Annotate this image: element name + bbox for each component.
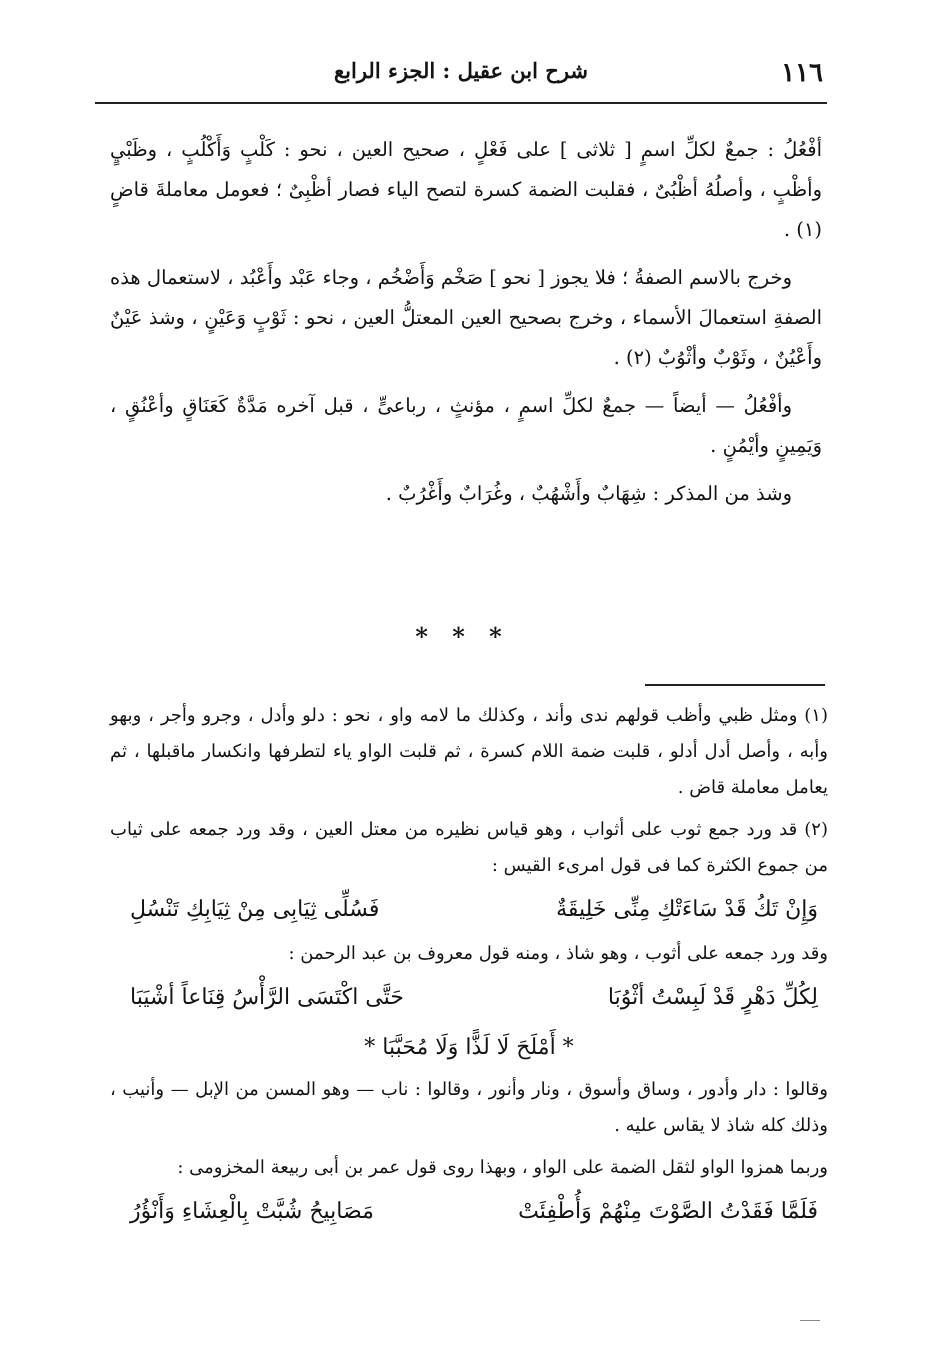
main-text bbox=[110, 130, 822, 522]
verse-maruf-third-line: * أَمْلَحَ لَا لَذًّا وَلَا مُحَبَّبَا * bbox=[364, 1035, 574, 1060]
paragraph-exclusions: وخرج بالاسم الصفةُ ؛ فلا يجوز [ نحو ] صَخْم وَأَضْخُم ، وجاء عَبْد وأَعْبُد ، لاستعمال هذه الصفةِ استعمالَ الأسماء ، وخرج بصحيح العين المعتلُّ العين ، نحو : ثَوْبٍ وَعَيْنٍ ، وشذ عَيْنٌ وأَعْيُنٌ ، وثَوْبٌ وأثْوُبٌ (٢) . bbox=[109, 266, 822, 369]
verse-hemistich-second: فَسُلِّى ثِيَابِى مِنْ ثِيَابِكِ تَنْسُلِ bbox=[130, 897, 380, 922]
verse-hemistich-second: مَصَابِيحُ شُبَّتْ بِالْعِشَاءِ وَأَنْؤُرُ bbox=[130, 1199, 374, 1224]
running-title: شرح ابن عقيل : الجزء الرابع bbox=[333, 58, 589, 83]
verse-hemistich-first: فَلَمَّا فَقَدْتُ الصَّوْتَ مِنْهُمْ وَأُطْفِئَتْ bbox=[518, 1199, 818, 1224]
footnote-divider bbox=[645, 684, 825, 686]
verse-hemistich-first: وَإِنْ تَكُ قَدْ سَاءَتْكِ مِنِّى خَلِيقَةٌ bbox=[556, 897, 818, 922]
footnote-1: (١) ومثل ظبي وأظب قولهم ندى وأند ، وكذلك ما لامه واو ، نحو : دلو وأدل ، وجرو وأجر ، وبهو وأبه ، وأصل أدل أدلو ، قلبت ضمة اللام كسرة ، ثم قلبت الواو ياء لتطرفها وانكسار ماقبلها ، ثم يعامل معاملة قاض . bbox=[110, 705, 828, 798]
header-divider bbox=[95, 102, 827, 104]
verse-hemistich-first: لِكُلِّ دَهْرٍ قَدْ لَبِسْتُ أثْوُبَا bbox=[607, 985, 818, 1010]
paragraph-feminine-quadrilateral: وأفْعُلُ — أيضاً — جمعٌ لكلِّ اسمٍ ، مؤنثٍ ، رباعىٍّ ، قبل آخره مَدَّةٌ كَعَنَاقٍ وأعْنُقٍ ، وَيَمِينٍ وأيْمُنٍ . bbox=[110, 394, 822, 457]
verse-umar-ibn-abi-rabia bbox=[110, 1186, 828, 1238]
paragraph-masculine-exceptions: وشذ من المذكر : شِهَابٌ وأَشْهُبٌ ، وغُرَابٌ وأَغْرُبٌ . bbox=[385, 482, 792, 505]
section-separator: * * * bbox=[415, 622, 510, 651]
footnotes bbox=[110, 698, 828, 1238]
footnote-2-plurals: وقالوا : دار وأدور ، وساق وأسوق ، ونار وأنور ، وقالوا : ناب — وهو المسن من الإبل — وأنيب ، وذلك كله شاذ لا يقاس عليه . bbox=[110, 1079, 828, 1136]
running-header bbox=[95, 58, 827, 98]
verse-imru-al-qais bbox=[110, 884, 828, 936]
footnote-2-continuation: وقد ورد جمعه على أثوب ، وهو شاذ ، ومنه قول معروف بن عبد الرحمن : bbox=[288, 943, 828, 964]
footnote-2-hamza: وربما همزوا الواو لثقل الضمة على الواو ، وبهذا روى قول عمر بن أبى ربيعة المخزومى : bbox=[177, 1157, 828, 1178]
verse-hemistich-second: حَتَّى اكْتَسَى الرَّأْسُ قِنَاعاً أشْيَبَا bbox=[130, 985, 404, 1010]
page-number: ١١٦ bbox=[781, 58, 823, 88]
paragraph-aful-definition: أفْعُلُ : جمعٌ لكلِّ اسمٍ [ ثلاثى ] على فَعْلٍ ، صحيح العين ، نحو : كَلْبٍ وَأَكْلُبٍ ، وظَبْيٍ وأظْبٍ ، وأصلُهُ أظْبُىٌ ، فقلبت الضمة كسرة لتصح الياء فصار أظْبِىٌ ؛ فعومل معاملةَ قاضٍ (١) . bbox=[110, 138, 822, 241]
verse-maruf bbox=[110, 972, 828, 1024]
footnote-2: (٢) قد ورد جمع ثوب على أثواب ، وهو قياس نظيره من معتل العين ، وقد ورد جمعه على ثياب من جموع الكثرة كما فى قول امرىء القيس : bbox=[110, 819, 828, 876]
scan-mark bbox=[800, 1320, 820, 1321]
